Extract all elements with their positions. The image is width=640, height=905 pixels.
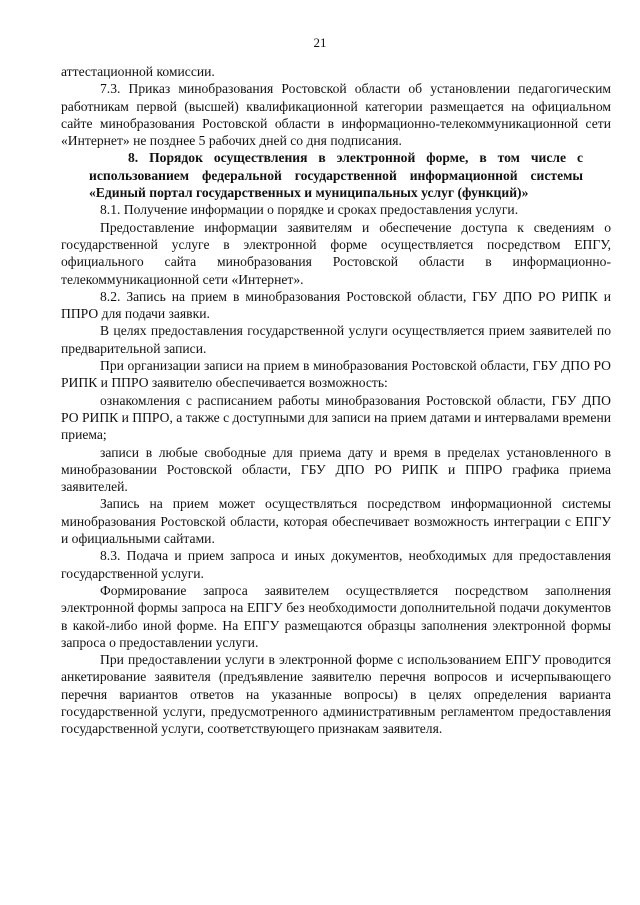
paragraph-preliminary-appointment: В целях предоставления государственной услуги осуществляется прием заявителей по предварительной записи. [61, 323, 611, 356]
paragraph-8-3: 8.3. Подача и прием запроса и иных документов, необходимых для предоставления государственной услуги. [61, 548, 611, 581]
paragraph-appointment-organization: При организации записи на прием в минобразования Ростовской области, ГБУ ДПО РО РИПК и ППРО заявителю обеспечивается возможность: [61, 358, 611, 391]
paragraph-info-provision: Предоставление информации заявителям и обеспечение доступа к сведениям о государственной услуге в электронной форме осуществляется посредством ЕПГУ, официального сайта минобразования Ростовской области в информационно-телекоммуникационной сети «Интернет». [61, 219, 611, 287]
paragraph-intro-continuation: аттестационной комиссии. [61, 64, 215, 79]
page-number: 21 [313, 35, 327, 50]
paragraph-request-formation: Формирование запроса заявителем осуществляется посредством заполнения электронной формы запроса на ЕПГУ без необходимости дополнительной подачи документов в какой-либо иной форме. На ЕПГУ размещаются образцы заполнения электронной формы запроса о предоставлении услуги. [61, 582, 611, 650]
paragraph-8-1: 8.1. Получение информации о порядке и сроках предоставления услуги. [100, 202, 519, 218]
paragraph-applicant-survey: При предоставлении услуги в электронной форме с использованием ЕПГУ проводится анкетирование заявителя (предъявление заявителю перечня вопросов и исчерпывающего перечня вариантов ответов на указанные вопросы) в целях определения варианта государственной услуги, предусмотренного административным регламентом предоставления государственной услуги, соответствующего признакам заявителя. [61, 652, 611, 737]
paragraph-free-slot-booking: записи в любые свободные для приема дату и время в пределах установленного в минобразовании Ростовской области, ГБУ ДПО РО РИПК и ППРО графика приема заявителей. [61, 444, 611, 495]
paragraph-7-3: 7.3. Приказ минобразования Ростовской области об установлении педагогическим работникам первой (высшей) квалификационной категории размещается на официальном сайте минобразования Ростовской области в информационно-телекоммуникационной сети «Интернет» не позднее 5 рабочих дней со дня подписания. [61, 81, 611, 149]
paragraph-schedule-familiarization: ознакомления с расписанием работы минобразования Ростовской области, ГБУ ДПО РО РИПК и ППРО, а также с доступными для записи на прием датами и интервалами времени приема; [61, 392, 611, 443]
paragraph-8-2: 8.2. Запись на прием в минобразования Ростовской области, ГБУ ДПО РО РИПК и ППРО для подачи заявки. [61, 288, 611, 322]
page-content [61, 63, 611, 738]
paragraph-info-system-booking: Запись на прием может осуществляться посредством информационной системы минобразования Ростовской области, которая обеспечивает возможность интеграции с ЕПГУ и официальными сайтами. [61, 496, 611, 547]
section-heading: 8. Порядок осуществления в электронной форме, в том числе с использованием федеральной государственной информационной системы «Единый портал государственных и муниципальных услуг (функций)» [89, 150, 583, 201]
